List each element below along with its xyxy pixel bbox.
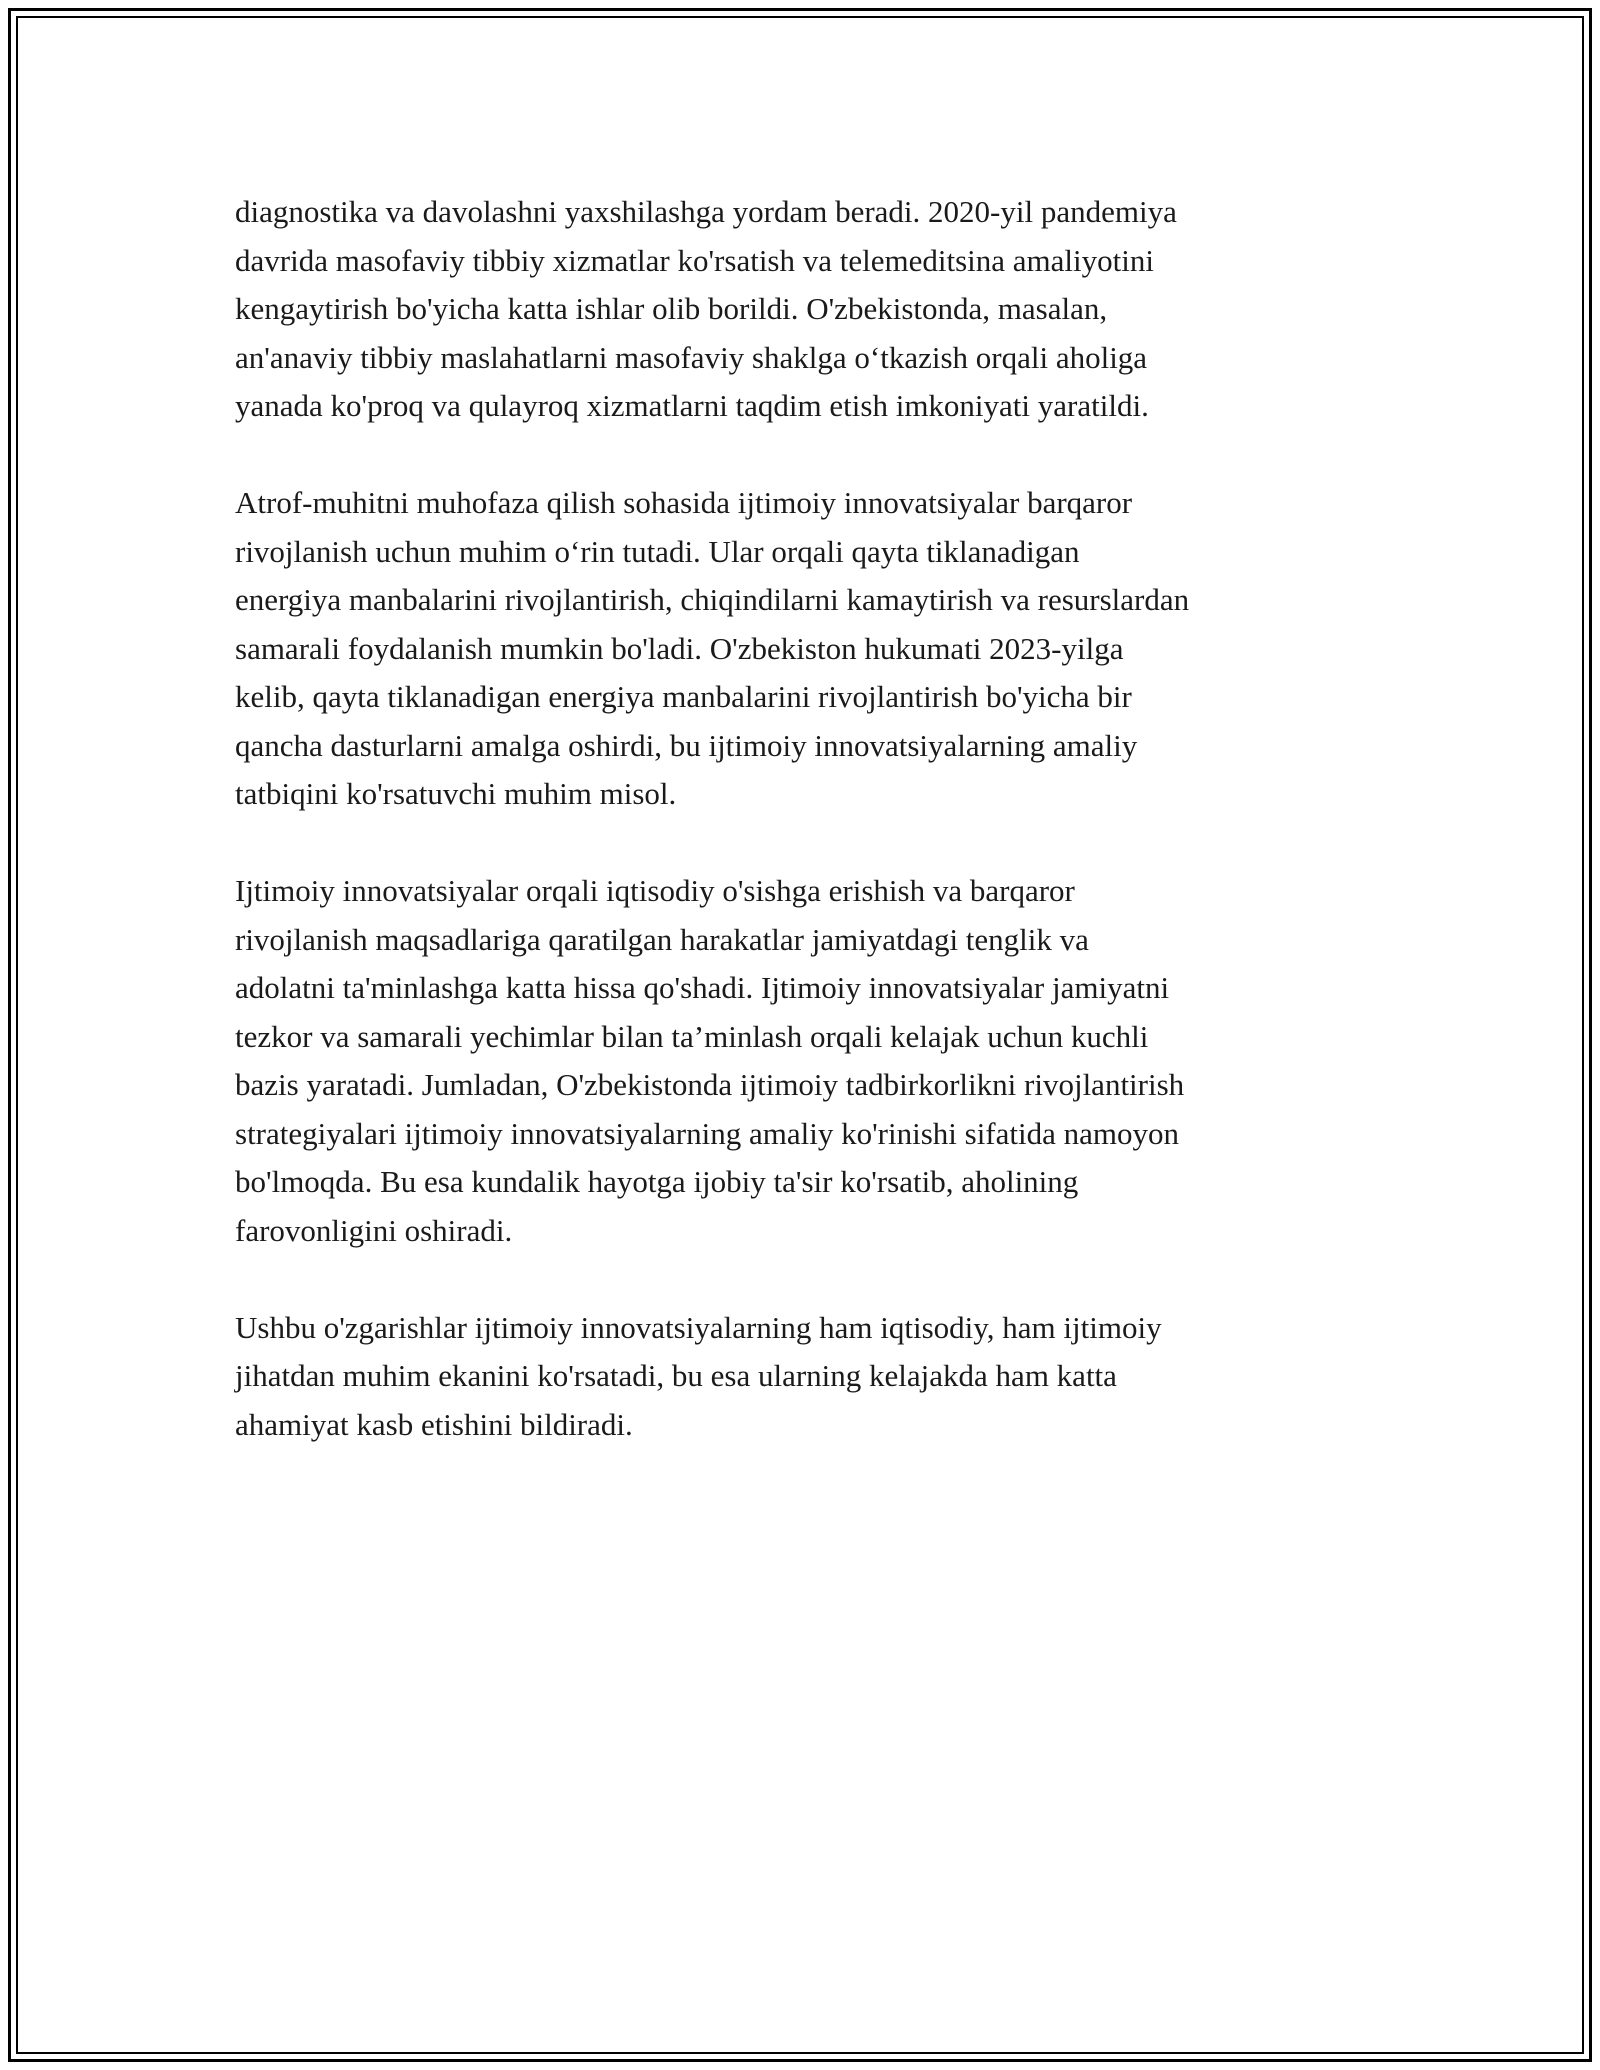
document-body <box>235 188 1385 1498</box>
paragraph-conclusion: Ushbu o'zgarishlar ijtimoiy innovatsiyalarning ham iqtisodiy, ham ijtimoiy jihatdan muhim ekanini ko'rsatadi, bu esa ularning kelajakda ham katta ahamiyat kasb etishini bildiradi. <box>235 1309 1162 1442</box>
paragraph-economic-growth: Ijtimoiy innovatsiyalar orqali iqtisodiy o'sishga erishish va barqaror rivojlanish maqsadlariga qaratilgan harakatlar jamiyatdagi tenglik va adolatni ta'minlashga katta hissa qo'shadi. Ijtimoiy innovatsiyalar jamiyatni tezkor va samarali yechimlar bilan ta’minlash orqali kelajak uchun kuchli bazis yaratadi. Jumladan, O'zbekistonda ijtimoiy tadbirkorlikni rivojlantirish strategiyalari ijtimoiy innovatsiyalarning amaliy ko'rinishi sifatida namoyon bo'lmoqda. Bu esa kundalik hayotga ijobiy ta'sir ko'rsatib, aholining farovonligini oshiradi. <box>235 873 1185 1248</box>
paragraph-environment: Atrof-muhitni muhofaza qilish sohasida ijtimoiy innovatsiyalar barqaror rivojlanish uchun muhim o‘rin tutadi. Ular orqali qayta tiklanadigan energiya manbalarini rivojlantirish, chiqindilarni kamaytirish va resurslardan samarali foydalanish mumkin bo'ladi. O'zbekiston hukumati 2023-yilga kelib, qayta tiklanadigan energiya manbalarini rivojlantirish bo'yicha bir qancha dasturlarni amalga oshirdi, bu ijtimoiy innovatsiyalarning amaliy tatbiqini ko'rsatuvchi muhim misol. <box>235 485 1190 811</box>
paragraph-telemedicine: diagnostika va davolashni yaxshilashga yordam beradi. 2020-yil pandemiya davrida masofaviy tibbiy xizmatlar ko'rsatish va telemeditsina amaliyotini kengaytirish bo'yicha katta ishlar olib borildi. O'zbekistonda, masalan, an'anaviy tibbiy maslahatlarni masofaviy shaklga o‘tkazish orqali aholiga yanada ko'proq va qulayroq xizmatlarni taqdim etish imkoniyati yaratildi. <box>235 194 1177 423</box>
